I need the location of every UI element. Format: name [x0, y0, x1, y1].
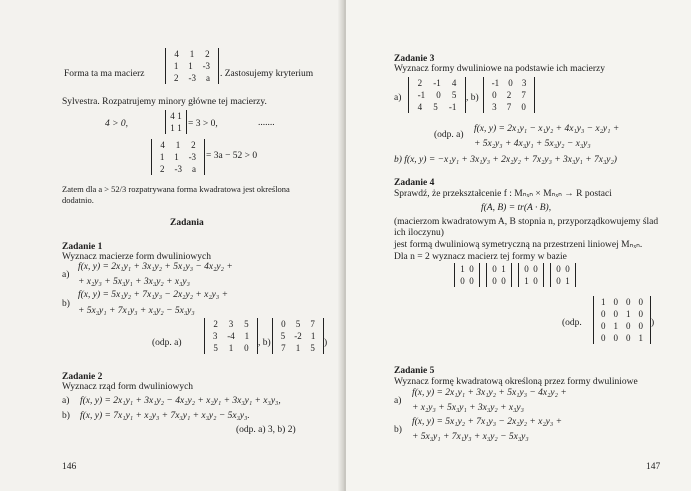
z1-answer-a-row: [205, 342, 257, 354]
basis-matrix-1: [454, 263, 480, 287]
z3-a-label: a): [394, 93, 402, 103]
minor2-matrix-row: [166, 110, 186, 122]
intro-matrix-cell: -3: [202, 61, 211, 71]
intro-matrix-cell: a: [206, 73, 210, 83]
z4-answer-cell: 0: [601, 321, 606, 331]
z4-line2: (macierzom kwadratowym A, B stopnia n, przyporządkowujemy ślad: [394, 217, 659, 227]
z1-answer-a-cell: 5: [213, 343, 218, 353]
intro-matrix-row: [166, 48, 218, 60]
z4-answer-cell: 0: [626, 321, 631, 331]
z3-b-cell: 7: [506, 102, 512, 112]
minor3-matrix-cell: 1: [159, 152, 165, 162]
z4-formula: f(A, B) = tr(A · B),: [481, 203, 552, 213]
z5-b-line2: + 5x₃y₁ + 7x₁y₃ + x₃y₂ − 5x₃y₃: [412, 432, 529, 442]
z3-b-cell: -1: [491, 78, 500, 88]
basis-3-cell: 0: [533, 264, 538, 274]
z3-b-cell: 0: [492, 90, 497, 100]
z4-answer-cell: 0: [613, 297, 618, 307]
z3-answer-a-line2: + 5x₂y₃ + 4x₃y₁ + 5x₃y₂ − x₃y₃: [474, 139, 591, 149]
basis-matrix-4: [550, 263, 576, 287]
intro-matrix: [165, 48, 219, 84]
minor2-matrix-cell: 4: [170, 111, 175, 121]
z5-text: Wyznacz formę kwadratową określoną przez formy dwuliniowe: [394, 377, 638, 387]
minor3-matrix-row: [152, 139, 204, 151]
z5-b-label: b): [394, 425, 402, 435]
z4-answer-cell: 0: [613, 333, 618, 343]
z1-answer-a-cell: -4: [227, 331, 235, 341]
z4-answer-row: [594, 320, 650, 332]
z3-answer-b: b) f(x, y) = −x₁y₁ + 3x₁y₃ + 2x₂y₂ + 7x₂y₃ + 3x₃y₁ + 7x₃y₂): [394, 155, 617, 165]
z1-answer-a-cell: 0: [244, 343, 249, 353]
basis-1-cell: 1: [460, 264, 465, 274]
minor1: 4 > 0,: [105, 119, 129, 129]
conclusion-line1: Zatem dla a > 52/3 rozpatrywana forma kwadratowa jest określona: [62, 184, 290, 194]
basis-4-cell: 0: [556, 264, 561, 274]
basis-matrix-3: [518, 263, 544, 287]
z3-a-cell: -1: [417, 90, 426, 100]
z2-answer: (odp. a) 3, b) 2): [236, 425, 296, 435]
z4-line4: jest formą dwuliniową symetryczną na przestrzeni liniowej Mₙₓₙ.: [394, 240, 643, 250]
z1-title: Zadanie 1: [62, 242, 103, 252]
minor2-matrix: [165, 110, 187, 134]
basis-2-row: [487, 275, 511, 287]
z4-answer-close: ): [651, 318, 655, 328]
z4-answer-cell: 0: [626, 333, 631, 343]
z3-a-row: [409, 101, 465, 113]
basis-matrix-2: [486, 263, 512, 287]
z1-b-line1: f(x, y) = 5x₁y₂ + 7x₁y₃ − 2x₂y₂ + x₂y₃ +: [78, 290, 228, 300]
z3-answer-open: (odp. a): [434, 130, 464, 140]
z4-line5: Dla n = 2 wyznacz macierz tej formy w bazie: [394, 252, 567, 262]
z3-a-row: [409, 89, 465, 101]
minor3-matrix-cell: 1: [175, 140, 181, 150]
z1-answer-b-cell: 5: [280, 331, 286, 341]
minor3-value: = 3a − 52 > 0: [206, 151, 258, 161]
z4-answer-open: (odp.: [562, 318, 582, 328]
z1-answer-b-row: [273, 318, 323, 330]
intro-matrix-cell: 1: [188, 61, 193, 71]
z5-a-line1: f(x, y) = 2x₁y₁ + 3x₁y₂ + 5x₁y₃ − 4x₂y₂ +: [412, 388, 567, 398]
z1-answer-b-cell: 7: [281, 343, 286, 353]
z1-answer-b-cell: 1: [295, 343, 301, 353]
basis-1-row: [455, 275, 479, 287]
z4-answer-row: [594, 332, 650, 344]
right-page: [346, 0, 691, 491]
z3-b-cell: 3: [521, 78, 527, 88]
intro-matrix-row: [166, 72, 218, 84]
z2-title: Zadanie 2: [62, 372, 103, 382]
basis-2-cell: 1: [501, 264, 506, 274]
z1-answer-a-cell: 3: [228, 319, 234, 329]
z5-a-line2: + x₂y₃ + 5x₃y₁ + 3x₃y₂ + x₃y₃: [412, 403, 524, 413]
z4-answer-row: [594, 296, 650, 308]
z4-answer-cell: 1: [626, 309, 631, 319]
intro-line1-b: . Zastosujemy kryterium: [220, 69, 314, 79]
z3-b-row: [484, 77, 534, 89]
z3-a-cell: 4: [417, 102, 423, 112]
z1-answer-b-cell: 5: [295, 319, 301, 329]
minor2-matrix-cell: 1: [177, 111, 182, 121]
z4-line1: Sprawdź, że przekształcenie f : Mₙₓₙ × Mₙₓₙ → R postaci: [394, 189, 612, 199]
z3-answer-a-line1: f(x, y) = 2x₁y₁ − x₁y₂ + 4x₁y₃ − x₂y₁ +: [474, 124, 620, 134]
basis-4-row: [551, 275, 575, 287]
z2-a-line: f(x, y) = 2x₁y₁ + 3x₁y₂ − 4x₂y₂ + x₂y₁ + 3x₃y₁ + x₃y₃,: [80, 396, 281, 406]
z1-answer-open: (odp. a): [152, 338, 182, 348]
basis-3-cell: 0: [524, 264, 529, 274]
z1-b-label: b): [62, 299, 70, 309]
basis-3-cell: 0: [533, 276, 538, 286]
page-number-right: 147: [646, 462, 661, 472]
intro-matrix-cell: 1: [173, 61, 179, 71]
dots: .......: [258, 118, 275, 128]
z3-b-cell: 0: [521, 102, 526, 112]
z5-a-label: a): [394, 396, 402, 406]
basis-4-cell: 1: [565, 276, 570, 286]
z2-a-label: a): [62, 396, 70, 406]
z4-answer-cell: 0: [613, 309, 618, 319]
z3-a-cell: 5: [451, 90, 457, 100]
basis-1-cell: 0: [469, 276, 474, 286]
z1-answer-a-cell: 3: [212, 331, 218, 341]
basis-4-cell: 0: [556, 276, 561, 286]
minor2-matrix-cell: 1: [177, 123, 182, 133]
z2-text: Wyznacz rząd form dwuliniowych: [62, 382, 194, 392]
z4-title: Zadanie 4: [394, 178, 435, 188]
z4-answer-cell: 1: [613, 321, 618, 331]
z1-answer-b-matrix: [272, 318, 324, 354]
intro-matrix-cell: 4: [174, 49, 179, 59]
basis-4-row: [551, 263, 575, 275]
minor2-matrix-cell: 1: [170, 123, 175, 133]
z4-answer-cell: 0: [638, 321, 643, 331]
minor3-matrix-cell: -3: [188, 152, 197, 162]
z3-a-cell: 2: [417, 78, 423, 88]
z4-answer-cell: 0: [638, 297, 643, 307]
basis-2-cell: 0: [492, 276, 497, 286]
z3-a-matrix: [408, 77, 466, 113]
z3-b-label: , b): [466, 93, 479, 103]
z1-answer-b-row: [273, 342, 323, 354]
minor2-value: = 3 > 0,: [188, 119, 218, 129]
basis-2-cell: 0: [501, 276, 506, 286]
z3-b-cell: 0: [508, 78, 513, 88]
basis-2-cell: 0: [492, 264, 497, 274]
minor3-matrix-cell: 1: [174, 152, 179, 162]
z1-answer-close: ): [324, 338, 328, 348]
z2-b-line: f(x, y) = 7x₁y₁ + x₂y₃ + 7x₃y₁ + x₃y₂ − 5x₃y₃.: [80, 411, 250, 421]
z1-answer-a-row: [205, 318, 257, 330]
basis-3-row: [519, 275, 543, 287]
z1-answer-a-row: [205, 330, 257, 342]
minor2-matrix-row: [166, 122, 186, 134]
z3-a-cell: 4: [451, 78, 457, 88]
z4-answer-row: [594, 308, 650, 320]
z3-text: Wyznacz formy dwuliniowe na podstawie ich macierzy: [394, 64, 605, 74]
minor3-matrix: [151, 139, 205, 175]
minor3-matrix-cell: 2: [160, 164, 165, 174]
left-page: [0, 0, 344, 491]
z1-answer-mid: , b): [258, 338, 271, 348]
z3-a-cell: 5: [433, 102, 438, 112]
basis-1-cell: 0: [469, 264, 474, 274]
basis-1-cell: 0: [460, 276, 465, 286]
z4-answer-cell: 0: [626, 297, 631, 307]
z1-a-line1: f(x, y) = 2x₁y₁ + 3x₁y₂ + 5x₁y₃ − 4x₂y₂ +: [78, 262, 233, 272]
basis-3-row: [519, 263, 543, 275]
z3-b-matrix: [483, 77, 535, 113]
z1-answer-b-cell: 7: [310, 319, 315, 329]
z4-answer-cell: 1: [601, 297, 606, 307]
z1-answer-b-cell: 0: [281, 319, 286, 329]
z3-a-cell: -1: [448, 102, 457, 112]
z1-a-line2: + x₂y₃ + 5x₃y₁ + 3x₃y₂ + x₃y₃: [78, 277, 190, 287]
conclusion-line2: dodatnio.: [62, 195, 94, 205]
z4-answer-cell: 0: [638, 309, 643, 319]
basis-3-cell: 1: [524, 276, 529, 286]
zadania-heading: Zadania: [170, 218, 204, 228]
z1-answer-b-cell: 5: [310, 343, 315, 353]
page-number-left: 146: [62, 462, 77, 472]
z3-a-cell: -1: [433, 78, 441, 88]
z3-a-row: [409, 77, 465, 89]
z1-a-label: a): [62, 270, 70, 280]
intro-matrix-cell: 2: [205, 49, 210, 59]
z3-a-cell: 0: [436, 90, 441, 100]
minor3-matrix-cell: a: [192, 164, 196, 174]
z3-b-cell: 3: [492, 102, 497, 112]
z2-b-label: b): [62, 411, 70, 421]
z5-title: Zadanie 5: [394, 366, 435, 376]
minor3-matrix-cell: 2: [191, 140, 196, 150]
z3-b-row: [484, 101, 534, 113]
z1-text: Wyznacz macierze form dwuliniowych: [62, 252, 211, 262]
z1-answer-a-matrix: [204, 318, 258, 354]
intro-line1-a: Forma ta ma macierz: [64, 69, 145, 79]
z1-answer-a-cell: 1: [244, 331, 250, 341]
intro-matrix-cell: -3: [188, 73, 196, 83]
z1-answer-b-row: [273, 330, 323, 342]
minor3-matrix-cell: -3: [174, 164, 182, 174]
z1-answer-a-cell: 5: [244, 319, 249, 329]
basis-1-row: [455, 263, 479, 275]
z3-b-cell: 2: [506, 90, 512, 100]
basis-4-cell: 0: [565, 264, 570, 274]
z1-answer-a-cell: 2: [213, 319, 218, 329]
z4-answer-cell: 0: [601, 309, 606, 319]
z1-b-line2: + 5x₃y₁ + 7x₁y₃ + x₃y₂ − 5x₃y₃: [78, 306, 195, 316]
minor3-matrix-row: [152, 151, 204, 163]
z4-answer-matrix: [593, 296, 651, 344]
z3-b-row: [484, 89, 534, 101]
z4-answer-cell: 0: [601, 333, 606, 343]
z4-line3: ich iloczynu): [394, 228, 444, 238]
intro-matrix-row: [166, 60, 218, 72]
intro-matrix-cell: 1: [189, 49, 195, 59]
z3-b-cell: 7: [521, 90, 526, 100]
minor3-matrix-row: [152, 163, 204, 175]
intro-matrix-cell: 2: [174, 73, 179, 83]
z1-answer-b-cell: 1: [310, 331, 316, 341]
z4-answer-cell: 1: [638, 333, 643, 343]
z3-title: Zadanie 3: [394, 54, 435, 64]
z5-b-line1: f(x, y) = 5x₁y₂ + 7x₁y₃ − 2x₂y₂ + x₂y₃ +: [412, 417, 562, 427]
z1-answer-b-cell: -2: [294, 331, 302, 341]
z1-answer-a-cell: 1: [228, 343, 234, 353]
basis-2-row: [487, 263, 511, 275]
intro-line2: Sylvestra. Rozpatrujemy minory główne tej macierzy.: [62, 97, 267, 107]
minor3-matrix-cell: 4: [160, 140, 165, 150]
